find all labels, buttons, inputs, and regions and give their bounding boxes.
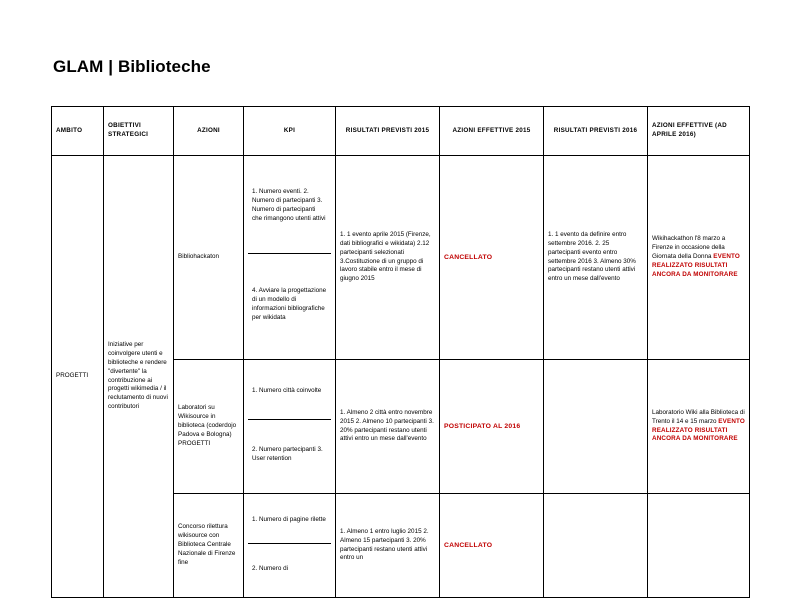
column-header-obiettivi-strategici: OBIETTIVI STRATEGICI [104, 107, 174, 156]
glam-table-container [51, 106, 749, 572]
kpi-subrow [248, 159, 331, 254]
cell-kpi [244, 494, 336, 598]
column-header-ambito: AMBITO [52, 107, 104, 156]
cell-azioni-effettive-2015 [440, 494, 544, 598]
kpi-subrow [248, 420, 331, 491]
column-header-azioni: AZIONI [174, 107, 244, 156]
cell-risultati-previsti-2016 [544, 494, 648, 598]
cell-azioni-effettive-aprile-2016 [648, 156, 750, 360]
column-header-azioni-effettive-2015: AZIONI EFFETTIVE 2015 [440, 107, 544, 156]
cell-kpi [244, 360, 336, 494]
cell-risultati-previsti-2016 [544, 360, 648, 494]
table-body [52, 156, 750, 598]
kpi-subtable [248, 497, 331, 594]
cell-risultati-previsti-2015: 1. 1 evento aprile 2015 (Firenze, dati bibliografici e wikidata) 2.12 partecipanti selezionati 3.Costituzione di un gruppo di lavoro stabile entro il mese di giugno 2015 [336, 156, 440, 360]
cell-kpi-item-1: 1. Numero città coinvolte [248, 363, 331, 420]
table-header-row [52, 107, 750, 156]
cell-risultati-previsti-2015: 1. Almeno 2 città entro novembre 2015 2. Almeno 10 partecipanti 3. 20% partecipanti restano utenti attivi entro un mese dall'evento [336, 360, 440, 494]
kpi-subrow [248, 363, 331, 420]
page-title: GLAM | Biblioteche [53, 57, 211, 76]
cell-kpi-item-1: 1. Numero eventi. 2. Numero di partecipanti 3. Numero di partecipanti che rimangono utenti attivi [248, 159, 331, 254]
cell-azioni-effettive-aprile-2016 [648, 494, 750, 598]
cell-kpi [244, 156, 336, 360]
azioni-effettive-note: Wikihackathon l'8 marzo a Firenze in occasione della Giornata della Donna [652, 235, 726, 261]
kpi-subtable [248, 159, 331, 356]
cell-obiettivi-strategici: Iniziative per coinvolgere utenti e biblioteche e rendere "divertente" la contribuzione ai progetti wikimedia / il reclutamento di nuovi contributori [104, 156, 174, 598]
kpi-subrow [248, 254, 331, 357]
azioni-effettive-note: Laboratorio Wiki alla Biblioteca di Trento il 14 e 15 marzo [652, 408, 745, 425]
kpi-subtable [248, 363, 331, 490]
status-badge: CANCELLATO [444, 541, 493, 549]
cell-kpi-item-1: 1. Numero di pagine rilette [248, 497, 331, 544]
column-header-kpi: KPI [244, 107, 336, 156]
cell-azioni-effettive-aprile-2016 [648, 360, 750, 494]
kpi-subrow [248, 544, 331, 595]
cell-azioni: Bibliohackaton [174, 156, 244, 360]
cell-azioni: Laboratori su Wikisource in biblioteca (coderdojo Padova e Bologna) PROGETTI [174, 360, 244, 494]
azioni-effettive-status: EVENTO REALIZZATO RISULTATI ANCORA DA MONITORARE [652, 417, 745, 443]
cell-kpi-item-2: 2. Numero di [252, 564, 289, 572]
cell-kpi-item-2: 2. Numero partecipanti 3. User retention [252, 446, 323, 462]
cell-azioni-effettive-2015 [440, 156, 544, 360]
column-header-risultati-previsti-2015: RISULTATI PREVISTI 2015 [336, 107, 440, 156]
glam-table [51, 106, 750, 598]
cell-risultati-previsti-2016: 1. 1 evento da definire entro settembre 2016. 2. 25 partecipanti evento entro settembre 2016 3. Almeno 30% partecipanti restano utenti attivi entro un mese dall'evento [544, 156, 648, 360]
cell-kpi-item-2: 4. Avviare la progettazione di un modello di informazioni bibliografiche per wikidata [252, 287, 327, 321]
cell-azioni-effettive-2015 [440, 360, 544, 494]
cell-risultati-previsti-2015: 1. Almeno 1 entro luglio 2015 2. Almeno 15 partecipanti 3. 20% partecipanti restano utenti attivi entro un [336, 494, 440, 598]
cell-azioni: Concorso rilettura wikisource con Biblioteca Centrale Nazionale di Firenze fine [174, 494, 244, 598]
status-badge: CANCELLATO [444, 253, 493, 261]
column-header-azioni-effettive-aprile-2016: AZIONI EFFETTIVE (AD APRILE 2016) [648, 107, 750, 156]
status-badge: POSTICIPATO AL 2016 [444, 422, 521, 430]
column-header-risultati-previsti-2016: RISULTATI PREVISTI 2016 [544, 107, 648, 156]
table-header [52, 107, 750, 156]
table-row [52, 156, 750, 360]
cell-ambito: PROGETTI [52, 156, 104, 598]
kpi-subrow [248, 497, 331, 544]
azioni-effettive-status: EVENTO REALIZZATO RISULTATI ANCORA DA MONITORARE [652, 253, 740, 278]
